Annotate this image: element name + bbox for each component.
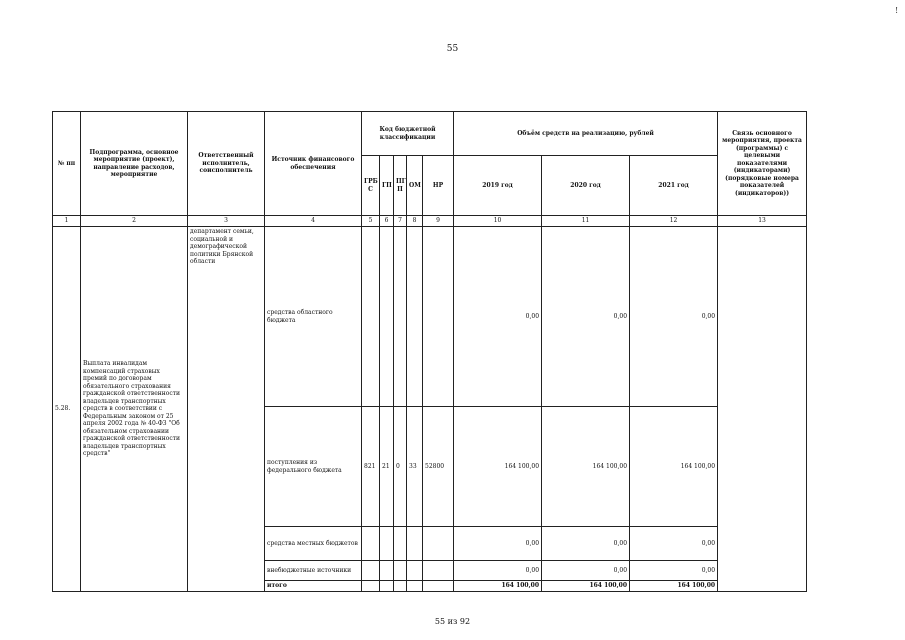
cell-pgp	[394, 561, 407, 581]
source-name: средства местных бюджетов	[265, 527, 362, 561]
col-number: 9	[423, 216, 454, 227]
cell-grbs: 821	[362, 407, 380, 527]
cell-gp	[380, 561, 394, 581]
cell-grbs	[362, 581, 380, 592]
cell-gp	[380, 227, 394, 407]
cell-grbs	[362, 561, 380, 581]
header-num: № пп	[53, 112, 81, 216]
header-link: Связь основного мероприятия, проекта (программы) с целевыми показателями (индикаторами) (порядковые номера показателей (индикаторов))	[718, 112, 807, 216]
col-number: 5	[362, 216, 380, 227]
col-number: 11	[542, 216, 630, 227]
total-label: итого	[265, 581, 362, 592]
col-number: 1	[53, 216, 81, 227]
col-number: 13	[718, 216, 807, 227]
cell-2021: 0,00	[630, 527, 718, 561]
header-responsible: Ответственный исполнитель, соисполнитель	[188, 112, 265, 216]
cell-gp: 21	[380, 407, 394, 527]
cell-2021: 0,00	[630, 561, 718, 581]
source-name: поступления из федерального бюджета	[265, 407, 362, 527]
table-row-regional	[53, 227, 807, 407]
cell-2020: 164 100,00	[542, 407, 630, 527]
cell-np	[423, 561, 454, 581]
header-2021: 2021 год	[630, 156, 718, 216]
header-2019: 2019 год	[454, 156, 542, 216]
col-number: 7	[394, 216, 407, 227]
header-source: Источник финансового обеспечения	[265, 112, 362, 216]
col-number: 4	[265, 216, 362, 227]
row-number: 5.28.	[53, 227, 81, 592]
row-responsible: департамент семьи, социальной и демографической политики Брянской области	[188, 227, 265, 592]
cell-np	[423, 581, 454, 592]
col-number: 6	[380, 216, 394, 227]
header-subprogram: Подпрограмма, основное мероприятие (проект), направление расходов, мероприятие	[81, 112, 188, 216]
header-grbs: ГРБ С	[362, 156, 380, 216]
total-2021: 164 100,00	[630, 581, 718, 592]
source-name: средства областного бюджета	[265, 227, 362, 407]
cell-2020: 0,00	[542, 227, 630, 407]
col-number: 12	[630, 216, 718, 227]
cell-2019: 0,00	[454, 227, 542, 407]
header-budget-code: Код бюджетной классификации	[362, 112, 454, 156]
cell-2019: 0,00	[454, 527, 542, 561]
col-number: 2	[81, 216, 188, 227]
cell-grbs	[362, 227, 380, 407]
cell-np: 52800	[423, 407, 454, 527]
cell-gp	[380, 581, 394, 592]
cell-np	[423, 227, 454, 407]
col-number: 8	[407, 216, 423, 227]
cell-om	[407, 527, 423, 561]
cell-grbs	[362, 527, 380, 561]
cell-om: 33	[407, 407, 423, 527]
cell-pgp	[394, 227, 407, 407]
cell-2019: 164 100,00	[454, 407, 542, 527]
cell-2020: 0,00	[542, 561, 630, 581]
total-2020: 164 100,00	[542, 581, 630, 592]
cell-2021: 164 100,00	[630, 407, 718, 527]
edge-mark: !	[895, 6, 899, 15]
header-2020: 2020 год	[542, 156, 630, 216]
total-2019: 164 100,00	[454, 581, 542, 592]
cell-om	[407, 581, 423, 592]
col-number: 10	[454, 216, 542, 227]
cell-pgp	[394, 527, 407, 561]
header-row-1	[53, 112, 807, 156]
header-om: ОМ	[407, 156, 423, 216]
row-link	[718, 227, 807, 592]
cell-gp	[380, 527, 394, 561]
header-np: НР	[423, 156, 454, 216]
cell-2021: 0,00	[630, 227, 718, 407]
source-name: внебюджетные источники	[265, 561, 362, 581]
page-number-bottom: 55 из 92	[434, 617, 471, 626]
row-title: Выплата инвалидам компенсаций страховых премий по договорам обязательного страхования гражданской ответственности владельцев транспортных средств в соответствии с Федеральным законом от 25 апреля 2002 года № 40-ФЗ "Об обязательном страховании гражданской ответственности владельцев транспортных средств"	[81, 227, 188, 592]
cell-np	[423, 527, 454, 561]
budget-table	[52, 111, 807, 592]
cell-pgp: 0	[394, 407, 407, 527]
cell-2019: 0,00	[454, 561, 542, 581]
header-volume: Объём средств на реализацию, рублей	[454, 112, 718, 156]
cell-2020: 0,00	[542, 527, 630, 561]
column-number-row	[53, 216, 807, 227]
cell-om	[407, 227, 423, 407]
col-number: 3	[188, 216, 265, 227]
cell-om	[407, 561, 423, 581]
header-gp: ГП	[380, 156, 394, 216]
header-pgp: ПГ П	[394, 156, 407, 216]
cell-pgp	[394, 581, 407, 592]
page-number-top: 55	[446, 44, 459, 54]
